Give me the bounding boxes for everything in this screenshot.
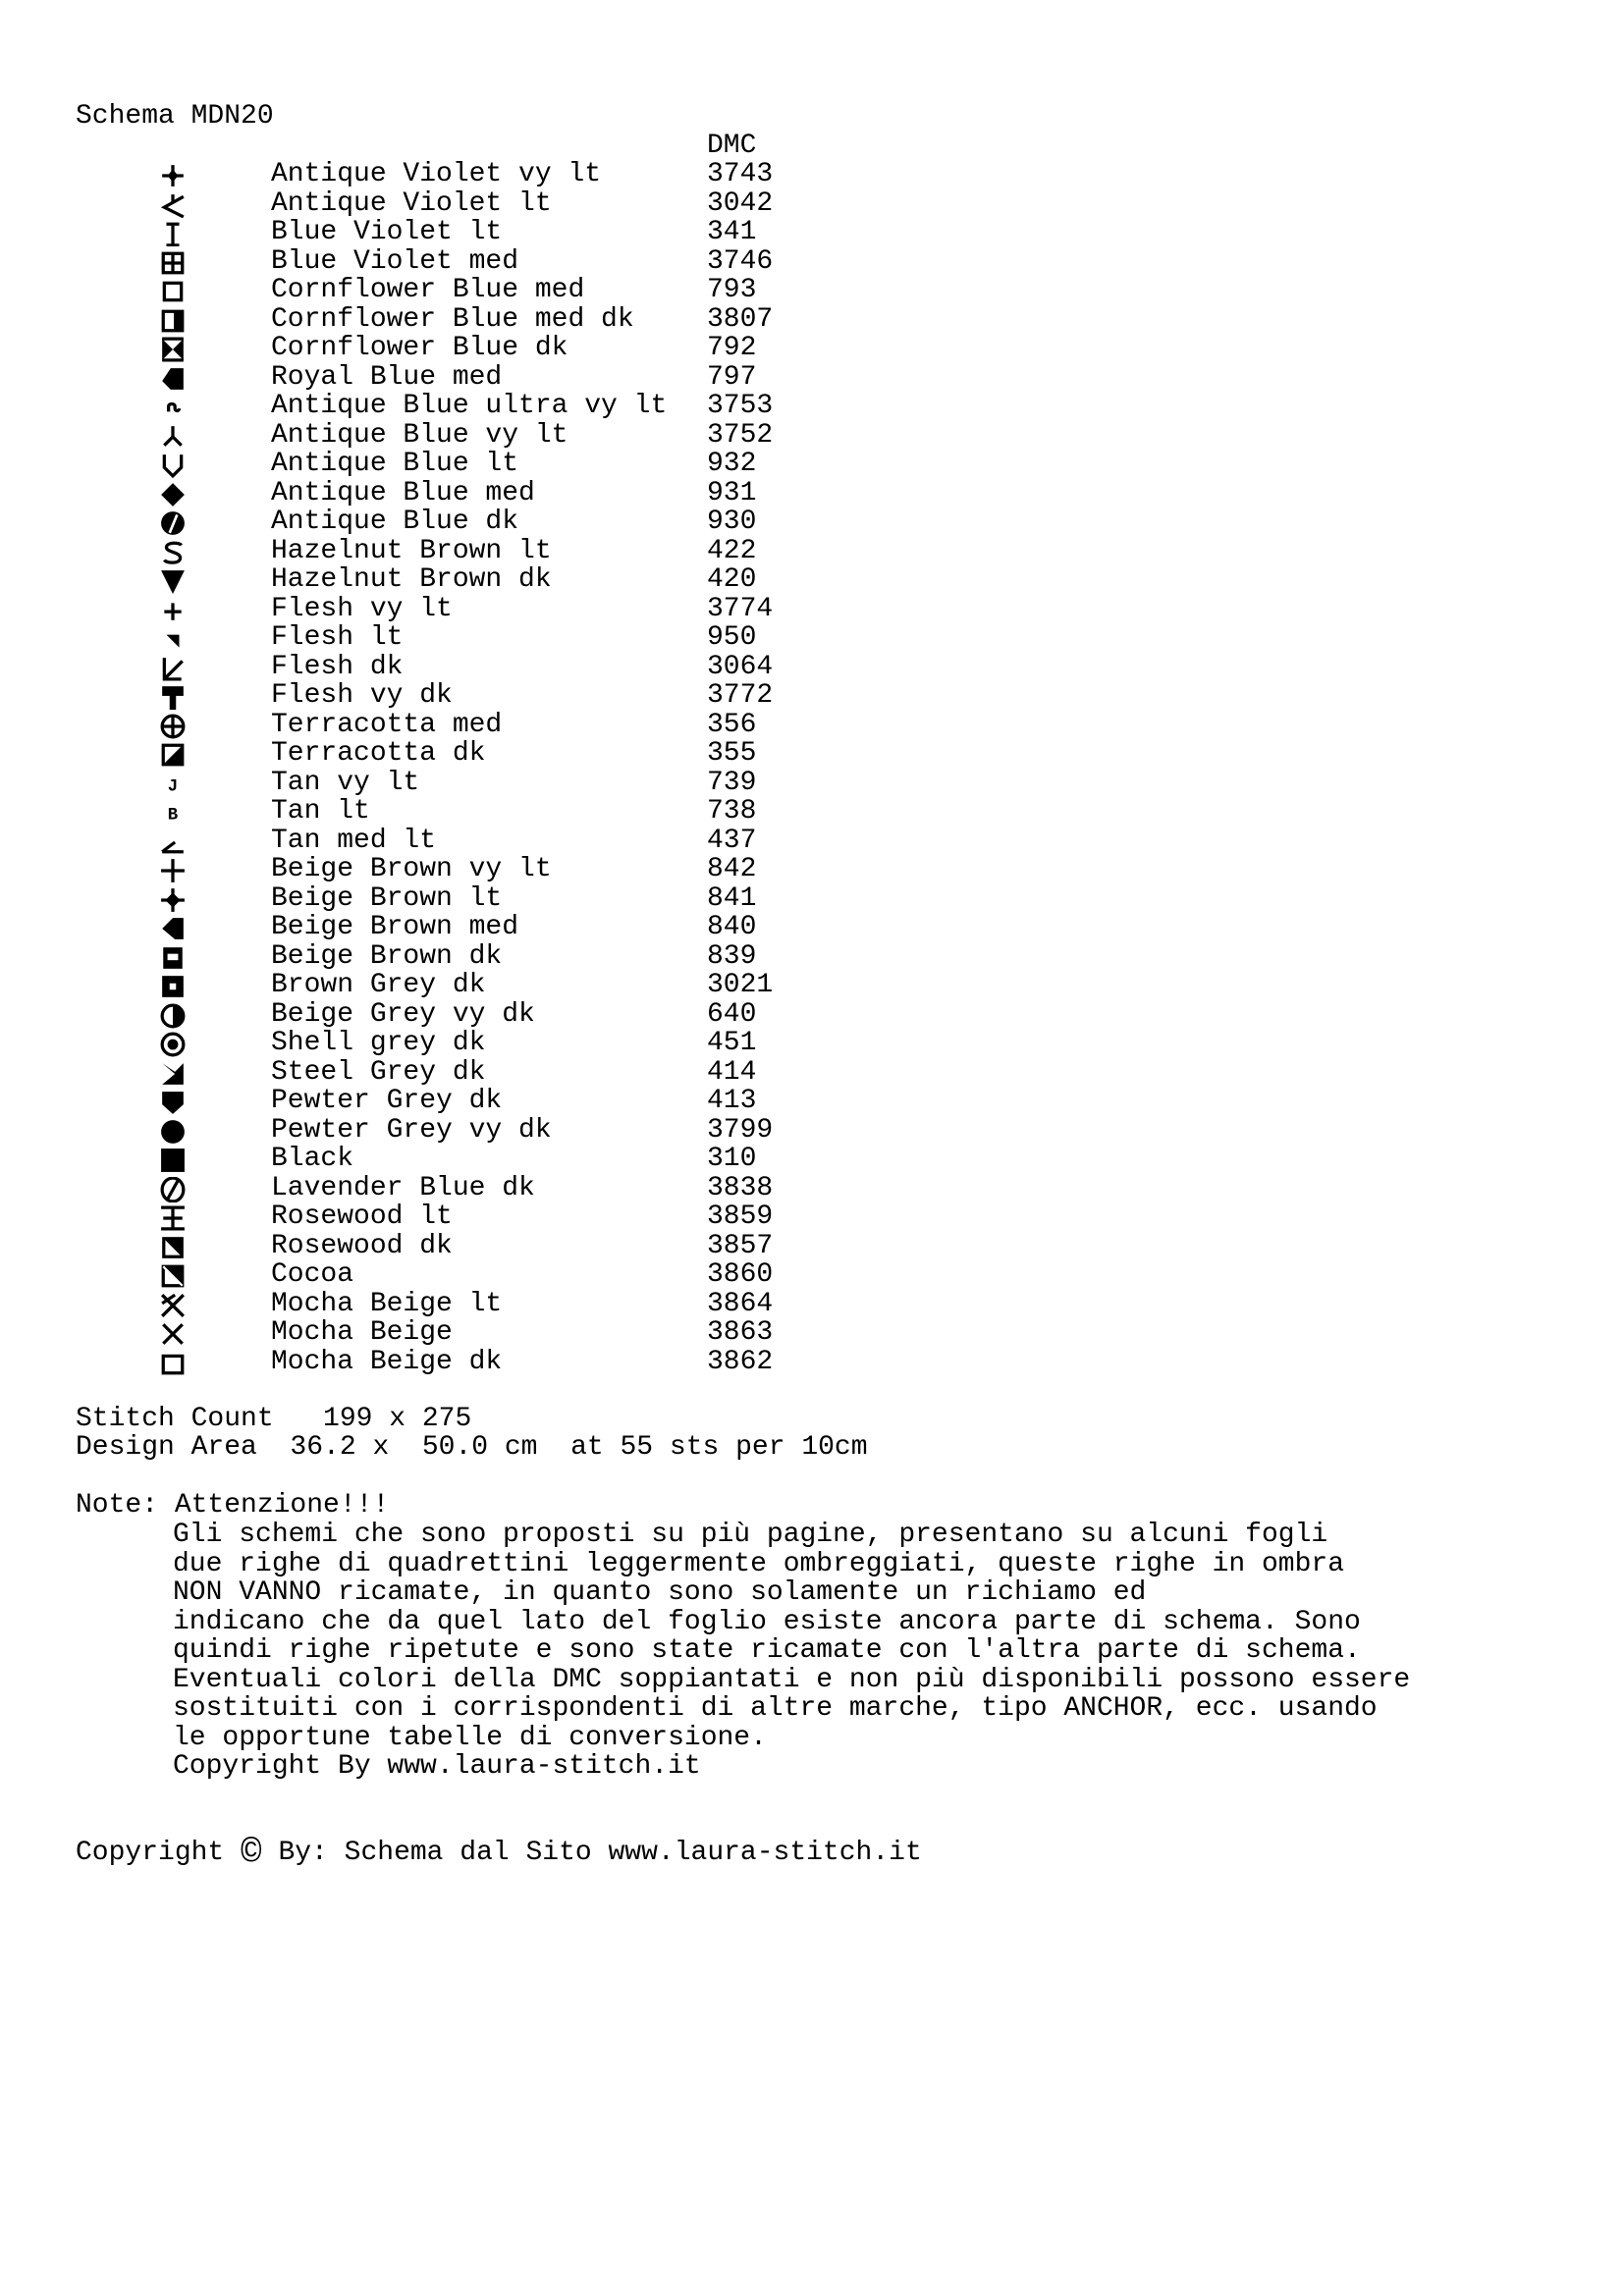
open-square-icon bbox=[160, 279, 186, 304]
color-name: Tan med lt bbox=[271, 825, 437, 856]
filled-circle-icon bbox=[160, 1119, 186, 1145]
i-beam-icon bbox=[160, 221, 186, 246]
design-area: Design Area 36.2 x 50.0 cm at 55 sts per 10cm bbox=[76, 1432, 868, 1463]
color-name: Flesh dk bbox=[271, 651, 404, 682]
color-key-row bbox=[0, 739, 982, 769]
color-key-row bbox=[0, 913, 982, 942]
color-key-row bbox=[0, 1145, 982, 1174]
color-name: Mocha Beige bbox=[271, 1317, 453, 1348]
color-key-row bbox=[0, 247, 982, 277]
color-name: Beige Brown dk bbox=[271, 940, 503, 972]
dmc-number: 3860 bbox=[707, 1259, 774, 1290]
crossed-square-icon bbox=[160, 1263, 186, 1289]
color-key-row bbox=[0, 160, 982, 189]
dmc-number: 3857 bbox=[707, 1230, 774, 1261]
color-key-row bbox=[0, 1202, 982, 1232]
dmc-number: 3864 bbox=[707, 1288, 774, 1319]
dmc-number: 3772 bbox=[707, 680, 774, 711]
footer-pre: Copyright bbox=[76, 1838, 242, 1868]
dmc-number: 3862 bbox=[707, 1346, 774, 1377]
dmc-number: 413 bbox=[707, 1086, 757, 1116]
dmc-number: 3838 bbox=[707, 1172, 774, 1203]
color-name: Lavender Blue dk bbox=[271, 1172, 535, 1203]
half-circle-icon bbox=[160, 1003, 186, 1029]
dmc-number: 3743 bbox=[707, 159, 774, 189]
color-key-row bbox=[0, 305, 982, 335]
color-key-row bbox=[0, 334, 982, 363]
dmc-number: 3752 bbox=[707, 419, 774, 451]
color-key-row bbox=[0, 421, 982, 451]
color-key-row bbox=[0, 1116, 982, 1146]
color-name: Antique Blue vy lt bbox=[271, 419, 568, 451]
color-key-row bbox=[0, 827, 982, 856]
filled-square-icon bbox=[160, 1148, 186, 1173]
down-left-arrow-icon bbox=[160, 656, 186, 681]
s-letter-icon bbox=[160, 540, 186, 565]
color-name: Cornflower Blue dk bbox=[271, 333, 568, 363]
lambda-icon bbox=[160, 192, 186, 218]
page-title: Schema MDN20 bbox=[76, 101, 274, 132]
color-key-row bbox=[0, 1058, 982, 1088]
pentagon-left-icon bbox=[160, 366, 186, 392]
dmc-number: 640 bbox=[707, 998, 757, 1030]
note-line: Copyright By www.laura-stitch.it bbox=[173, 1751, 701, 1782]
color-name: Tan vy lt bbox=[271, 767, 420, 798]
color-key-row bbox=[0, 218, 982, 247]
color-name: Flesh lt bbox=[271, 622, 404, 653]
color-name: Flesh vy lt bbox=[271, 593, 453, 624]
color-key-row bbox=[0, 595, 982, 624]
color-name: Blue Violet lt bbox=[271, 217, 503, 247]
stitch-count: Stitch Count 199 x 275 bbox=[76, 1404, 472, 1434]
grid-square-icon bbox=[160, 250, 186, 276]
diamond-icon bbox=[160, 482, 186, 507]
color-key-row bbox=[0, 392, 982, 421]
color-key-row bbox=[0, 623, 982, 653]
color-key-row bbox=[0, 653, 982, 682]
bullseye-icon bbox=[160, 1032, 186, 1057]
color-key-row bbox=[0, 1000, 982, 1030]
tilde-icon bbox=[160, 395, 186, 420]
color-key-row bbox=[0, 189, 982, 219]
framed-bar-icon bbox=[160, 945, 186, 971]
note-line: sostituiti con i corrispondenti di altre marche, tipo ANCHOR, ecc. usando bbox=[173, 1693, 1378, 1724]
dmc-number: 931 bbox=[707, 477, 757, 508]
dmc-number: 3774 bbox=[707, 593, 774, 624]
dmc-number: 3799 bbox=[707, 1114, 774, 1146]
half-filled-square-icon bbox=[160, 308, 186, 334]
dmc-number: 842 bbox=[707, 854, 757, 884]
color-key-row bbox=[0, 855, 982, 884]
t-block-icon bbox=[160, 684, 186, 710]
color-key-row bbox=[0, 1318, 982, 1348]
dmc-number: 414 bbox=[707, 1056, 757, 1088]
dmc-number: 793 bbox=[707, 275, 757, 305]
k-square-icon bbox=[160, 916, 186, 941]
shield-icon bbox=[160, 1090, 186, 1115]
color-key-row bbox=[0, 1290, 982, 1319]
note-line: Eventuali colori della DMC soppiantati e non più disponibili possono essere bbox=[173, 1664, 1411, 1695]
slashed-circle-icon bbox=[160, 1177, 186, 1202]
color-key-row bbox=[0, 1260, 982, 1290]
color-name: Cocoa bbox=[271, 1259, 354, 1290]
dmc-number: 3746 bbox=[707, 245, 774, 277]
color-key-row bbox=[0, 479, 982, 508]
color-name: Antique Blue dk bbox=[271, 507, 519, 537]
color-name: Brown Grey dk bbox=[271, 970, 486, 1000]
triangle-square-icon bbox=[160, 1235, 186, 1260]
footer-copyright bbox=[76, 1833, 922, 1873]
dmc-number: 355 bbox=[707, 738, 757, 769]
note-line: le opportune tabelle di conversione. bbox=[173, 1722, 767, 1753]
color-key-row bbox=[0, 1029, 982, 1058]
note-line: due righe di quadrettini leggermente ombreggiati, queste righe in ombra bbox=[173, 1548, 1344, 1579]
dmc-number: 420 bbox=[707, 564, 757, 595]
arrow-square-icon bbox=[160, 1061, 186, 1087]
color-name: Hazelnut Brown lt bbox=[271, 535, 552, 566]
bold-x-icon bbox=[160, 1321, 186, 1347]
dmc-number: 840 bbox=[707, 912, 757, 942]
color-name: Rosewood lt bbox=[271, 1201, 453, 1232]
dmc-number: 3863 bbox=[707, 1317, 774, 1348]
color-key-row bbox=[0, 681, 982, 711]
color-name: Pewter Grey dk bbox=[271, 1086, 503, 1116]
note-line: Gli schemi che sono proposti su più pagine, presentano su alcuni fogli bbox=[173, 1520, 1328, 1550]
dmc-number: 356 bbox=[707, 709, 757, 740]
h-beam-icon bbox=[160, 1205, 186, 1231]
dmc-number: 3807 bbox=[707, 303, 774, 335]
dmc-number: 797 bbox=[707, 361, 757, 393]
dmc-number: 739 bbox=[707, 767, 757, 798]
dmc-number: 839 bbox=[707, 940, 757, 972]
cross-diamond-icon bbox=[160, 163, 186, 188]
color-key-row bbox=[0, 1087, 982, 1116]
color-name: Cornflower Blue med bbox=[271, 275, 585, 305]
diagonal-half-square-icon bbox=[160, 742, 186, 768]
copyright-symbol: © bbox=[241, 1833, 262, 1873]
color-key-row bbox=[0, 1174, 982, 1203]
plus-icon bbox=[160, 598, 186, 623]
phi-circle-icon bbox=[160, 714, 186, 739]
color-name: Hazelnut Brown dk bbox=[271, 564, 552, 595]
color-name: Blue Violet med bbox=[271, 245, 519, 277]
dmc-number: 950 bbox=[707, 622, 757, 653]
dmc-number: 422 bbox=[707, 535, 757, 566]
color-name: Antique Blue lt bbox=[271, 449, 519, 479]
footer-post: By: Schema dal Sito www.laura-stitch.it bbox=[261, 1838, 922, 1868]
large-plus-icon bbox=[160, 858, 186, 883]
color-name: Flesh vy dk bbox=[271, 680, 453, 711]
j-letter-icon bbox=[160, 772, 186, 797]
color-name: Antique Violet lt bbox=[271, 187, 552, 219]
angle-icon bbox=[160, 829, 186, 855]
dmc-number: 451 bbox=[707, 1028, 757, 1058]
plus-diamond-icon bbox=[160, 887, 186, 913]
dmc-column-header: DMC bbox=[707, 131, 757, 161]
dmc-number: 841 bbox=[707, 882, 757, 914]
down-triangle-icon bbox=[160, 568, 186, 594]
open-rect-icon bbox=[160, 1351, 186, 1376]
color-name: Beige Brown med bbox=[271, 912, 519, 942]
color-key-row bbox=[0, 565, 982, 595]
color-key-row bbox=[0, 769, 982, 798]
color-name: Mocha Beige lt bbox=[271, 1288, 503, 1319]
dmc-number: 738 bbox=[707, 796, 757, 827]
color-name: Beige Brown vy lt bbox=[271, 854, 552, 884]
svg-text:B: B bbox=[167, 806, 179, 826]
dot-square-icon bbox=[160, 974, 186, 999]
color-key-row bbox=[0, 450, 982, 479]
note-label: Note: Attenzione!!! bbox=[76, 1490, 390, 1521]
color-key-row bbox=[0, 711, 982, 740]
color-key-row bbox=[0, 1348, 982, 1377]
color-name: Antique Blue ultra vy lt bbox=[271, 391, 668, 421]
dmc-number: 3021 bbox=[707, 970, 774, 1000]
dmc-number: 792 bbox=[707, 333, 757, 363]
note-line: NON VANNO ricamate, in quanto sono solamente un richiamo ed bbox=[173, 1577, 1147, 1608]
color-name: Cornflower Blue med dk bbox=[271, 303, 634, 335]
bowtie-icon bbox=[160, 337, 186, 362]
color-key-row bbox=[0, 942, 982, 972]
color-key-row bbox=[0, 363, 982, 393]
b-letter-icon bbox=[160, 800, 186, 826]
small-triangle-icon bbox=[160, 626, 186, 652]
dmc-number: 3753 bbox=[707, 391, 774, 421]
color-name: Pewter Grey vy dk bbox=[271, 1114, 552, 1146]
double-x-icon bbox=[160, 1293, 186, 1318]
slashed-circle-filled-icon bbox=[160, 510, 186, 536]
dmc-number: 341 bbox=[707, 217, 757, 247]
note-line: quindi righe ripetute e sono state ricamate con l'altra parte di schema. bbox=[173, 1635, 1361, 1666]
color-name: Black bbox=[271, 1144, 354, 1174]
color-key-row bbox=[0, 797, 982, 827]
dmc-number: 310 bbox=[707, 1144, 757, 1174]
color-name: Rosewood dk bbox=[271, 1230, 453, 1261]
color-key-row bbox=[0, 971, 982, 1000]
dmc-number: 437 bbox=[707, 825, 757, 856]
dmc-number: 3859 bbox=[707, 1201, 774, 1232]
color-key-row bbox=[0, 537, 982, 566]
v-chevron-icon bbox=[160, 453, 186, 478]
dmc-number: 930 bbox=[707, 507, 757, 537]
color-name: Beige Brown lt bbox=[271, 882, 503, 914]
dmc-number: 3042 bbox=[707, 187, 774, 219]
color-name: Antique Blue med bbox=[271, 477, 535, 508]
note-line: indicano che da quel lato del foglio esiste ancora parte di schema. Sono bbox=[173, 1606, 1361, 1637]
color-name: Antique Violet vy lt bbox=[271, 159, 602, 189]
color-name: Beige Grey vy dk bbox=[271, 998, 535, 1030]
color-key-row bbox=[0, 507, 982, 537]
color-name: Terracotta dk bbox=[271, 738, 486, 769]
color-name: Royal Blue med bbox=[271, 361, 503, 393]
y-fork-icon bbox=[160, 424, 186, 450]
dmc-number: 932 bbox=[707, 449, 757, 479]
color-name: Mocha Beige dk bbox=[271, 1346, 503, 1377]
color-name: Shell grey dk bbox=[271, 1028, 486, 1058]
color-name: Tan lt bbox=[271, 796, 370, 827]
color-key-row bbox=[0, 276, 982, 305]
color-name: Steel Grey dk bbox=[271, 1056, 486, 1088]
color-key-row bbox=[0, 1232, 982, 1261]
svg-text:J: J bbox=[167, 777, 179, 796]
color-key-row bbox=[0, 884, 982, 914]
dmc-number: 3064 bbox=[707, 651, 774, 682]
color-name: Terracotta med bbox=[271, 709, 503, 740]
